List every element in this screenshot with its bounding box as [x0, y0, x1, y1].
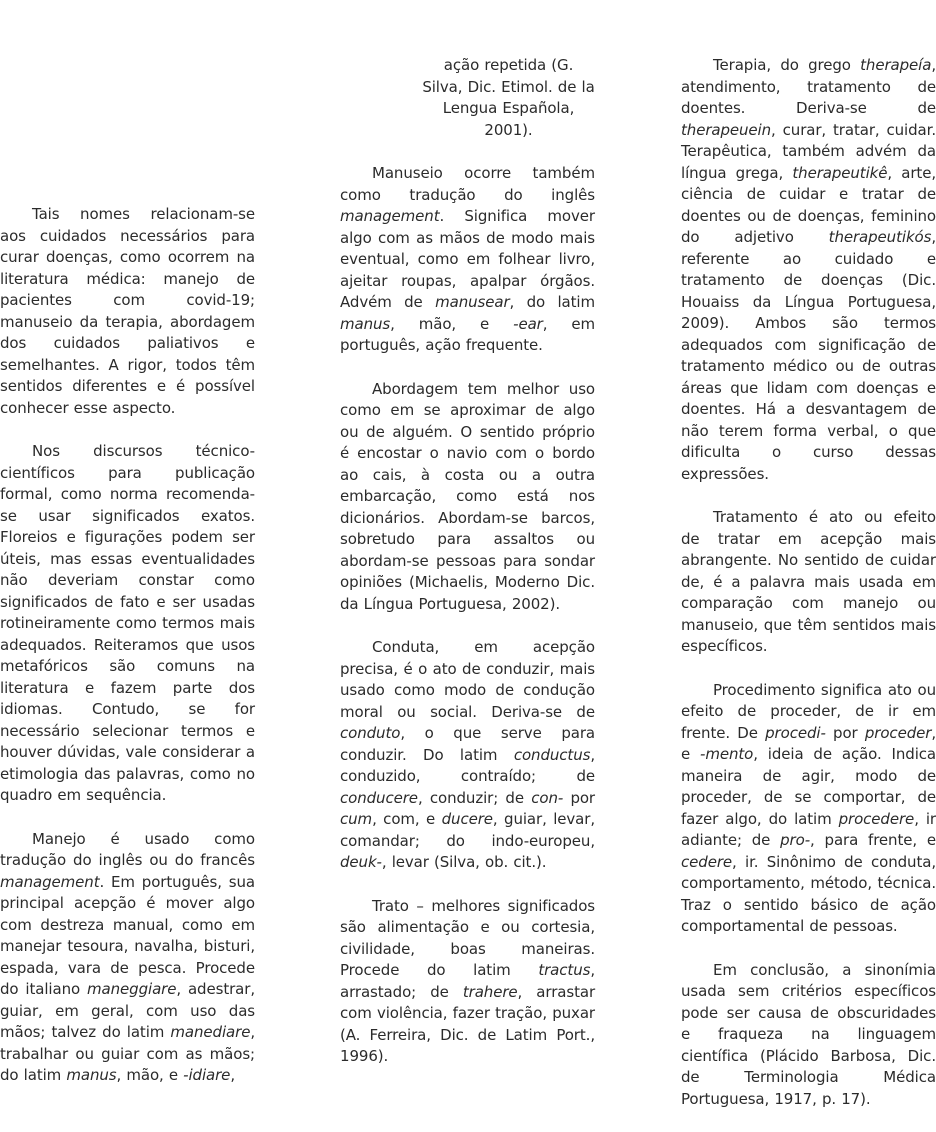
italic-term: con-	[531, 788, 564, 807]
italic-term: maneggiare	[87, 980, 177, 998]
italic-term: ducere	[441, 810, 493, 828]
text-run: , do latim	[509, 293, 595, 311]
text-run: , e	[681, 723, 936, 763]
text-run: ,	[230, 1066, 235, 1084]
italic-term: trahere	[462, 982, 518, 1001]
text-run: . Em português, sua principal acepção é mover algo com destreza manual, como em manejar tesoura, navalha, bisturi, espada, vara de pesca. Procede do italiano	[0, 872, 255, 998]
paragraph	[681, 960, 936, 1111]
paragraph	[0, 204, 255, 419]
paragraph	[681, 55, 936, 485]
text-run: Em conclusão, a sinonímia usada sem critérios específicos pode ser causa de obscuridades e fraqueza na linguagem científica (Plácido Barbosa, Dic. de Terminologia Médica Portuguesa, 1917, p. 17).	[681, 960, 936, 1108]
paragraph	[0, 829, 255, 1087]
text-run: , conduzir; de	[417, 788, 532, 807]
paragraph	[340, 379, 595, 616]
text-run: Procedimento significa ato ou efeito de proceder, de ir em frente. De	[681, 680, 936, 742]
italic-term: conduto	[340, 724, 401, 742]
italic-term: manus	[340, 314, 391, 333]
text-run: , ir adiante; de	[681, 809, 936, 849]
italic-term: -mento	[700, 745, 754, 763]
italic-term: cedere	[681, 852, 733, 871]
text-run: , arrastar com violência, fazer tração, puxar (A. Ferreira, Dic. de Latim Port., 1996).	[340, 982, 596, 1065]
paragraph	[340, 896, 595, 1068]
text-run: por	[825, 723, 865, 742]
italic-term: procedi-	[765, 723, 826, 742]
italic-term: -idiare	[183, 1066, 231, 1084]
text-column-right	[681, 55, 936, 1132]
text-run: , para frente, e	[810, 831, 936, 849]
text-run: , o que serve para conduzir. Do latim	[340, 724, 595, 764]
text-run: , trabalhar ou guiar com as mãos; do latim	[0, 1023, 255, 1084]
italic-term: cum	[340, 810, 373, 828]
text-run: , atendimento, tratamento de doentes. Deriva-se de	[681, 56, 936, 117]
italic-term: pro-	[780, 831, 811, 849]
italic-term: management	[0, 872, 100, 891]
text-run: , arrastado; de	[340, 961, 595, 1001]
text-run: , com, e	[372, 810, 442, 828]
text-run: , curar, tratar, cuidar. Terapêutica, também advém da língua grega,	[681, 120, 936, 182]
text-run: Tais nomes relacionam-se aos cuidados necessários para curar doenças, como ocorrem na literatura médica: manejo de pacientes com covid-19; manuseio da terapia, abordagem dos cuidados paliativos e semelhantes. A rigor, todos têm sentidos diferentes e é possível conhecer esse aspecto.	[0, 205, 255, 417]
italic-term: procedere	[838, 809, 915, 828]
text-run: Manuseio ocorre também como tradução do inglês	[340, 164, 595, 204]
text-run: por	[563, 788, 596, 807]
paragraph	[340, 163, 595, 357]
italic-term: management	[340, 207, 440, 225]
text-run: , ir. Sinônimo de conduta, comportamento, método, técnica. Traz o sentido básico de ação comportamental de pessoas.	[681, 852, 936, 935]
paragraph	[340, 637, 595, 874]
text-run: , levar (Silva, ob. cit.).	[381, 853, 547, 871]
paragraph	[681, 680, 936, 938]
italic-term: manusear	[435, 293, 510, 311]
text-run: , referente ao cuidado e tratamento de doenças (Dic. Houaiss da Língua Portuguesa, 2009). Ambos são termos adequados com significação de tratamento médico ou de outras áreas que lidam com doenças e doentes. Há a desvantagem de não terem forma verbal, o que dificulta o curso dessas expressões.	[681, 228, 936, 483]
text-run: , adestrar, guiar, em geral, com uso das mãos; talvez do latim	[0, 980, 255, 1041]
text-run: , mão, e	[390, 314, 514, 333]
text-run: Trato – melhores significados são alimentação e ou cortesia, civilidade, boas maneiras. Procede do latim	[340, 896, 595, 979]
text-run: Manejo é usado como tradução do inglês ou do francês	[0, 829, 255, 869]
text-run: , arte, ciência de cuidar e tratar de doentes ou de doenças, feminino do adjetivo	[681, 163, 936, 246]
text-run: Nos discursos técnico-científicos para publicação formal, como norma recomenda-se usar significados exatos. Floreios e figurações podem ser úteis, mas essas eventualidades não deveriam constar como significados de fato e ser usadas rotineiramente como termos mais adequados. Reiteramos que usos metafóricos são comuns na literatura e fazem parte dos idiomas. Contudo, se for necessário selecionar termos e houver dúvidas, vale considerar a etimologia das palavras, como no quadro em sequência.	[0, 442, 255, 804]
text-run: Tratamento é ato ou efeito de tratar em acepção mais abrangente. No sentido de cuidar de, é a palavra mais usada em comparação com manejo ou manuseio, que têm sentidos mais específicos.	[681, 508, 936, 655]
text-run: , guiar, levar, comandar; do indo-europeu,	[340, 810, 595, 850]
text-run: . Significa mover algo com as mãos de modo mais eventual, como em folhear livro, ajeitar roupas, apalpar órgãos. Advém de	[340, 207, 595, 311]
italic-term: conducere	[340, 788, 418, 807]
text-column-left	[0, 204, 255, 1109]
italic-term: therapeía	[860, 56, 932, 74]
italic-term: therapeutikós	[828, 228, 932, 246]
continuation-paragraph: ação repetida (G. Silva, Dic. Etimol. de la Lengua Española, 2001).	[422, 56, 595, 139]
text-run: , mão, e	[116, 1066, 184, 1084]
paragraph	[681, 507, 936, 658]
italic-term: proceder	[864, 723, 932, 742]
text-run: , ideia de ação. Indica maneira de agir, modo de proceder, de se comportar, de fazer algo, do latim	[681, 745, 936, 828]
text-run: , conduzido, contraído; de	[340, 745, 595, 785]
italic-term: tractus	[538, 961, 591, 979]
text-run: Conduta, em acepção precisa, é o ato de conduzir, mais usado como modo de condução moral ou social. Deriva-se de	[340, 638, 595, 721]
text-run: Abordagem tem melhor uso como em se aproximar de algo ou de alguém. O sentido próprio é encostar o navio com o bordo ao cais, à costa ou a outra embarcação, como está nos dicionários. Abordam-se barcos, sobretudo para assaltos ou abordam-se pessoas para sondar opiniões (Michaelis, Moderno Dic. da Língua Portuguesa, 2002).	[340, 379, 595, 613]
text-run: Terapia, do grego	[713, 56, 861, 74]
italic-term: manus	[66, 1066, 117, 1084]
italic-term: conductus	[513, 745, 591, 764]
italic-term: -ear	[513, 314, 543, 333]
italic-term: manediare	[170, 1023, 251, 1041]
paragraph	[0, 441, 255, 807]
italic-term: therapeuein	[681, 120, 772, 139]
italic-term: therapeutikê	[792, 163, 888, 182]
text-column-middle	[340, 55, 595, 1090]
text-run: , em português, ação frequente.	[340, 314, 595, 354]
italic-term: deuk-	[340, 853, 382, 871]
